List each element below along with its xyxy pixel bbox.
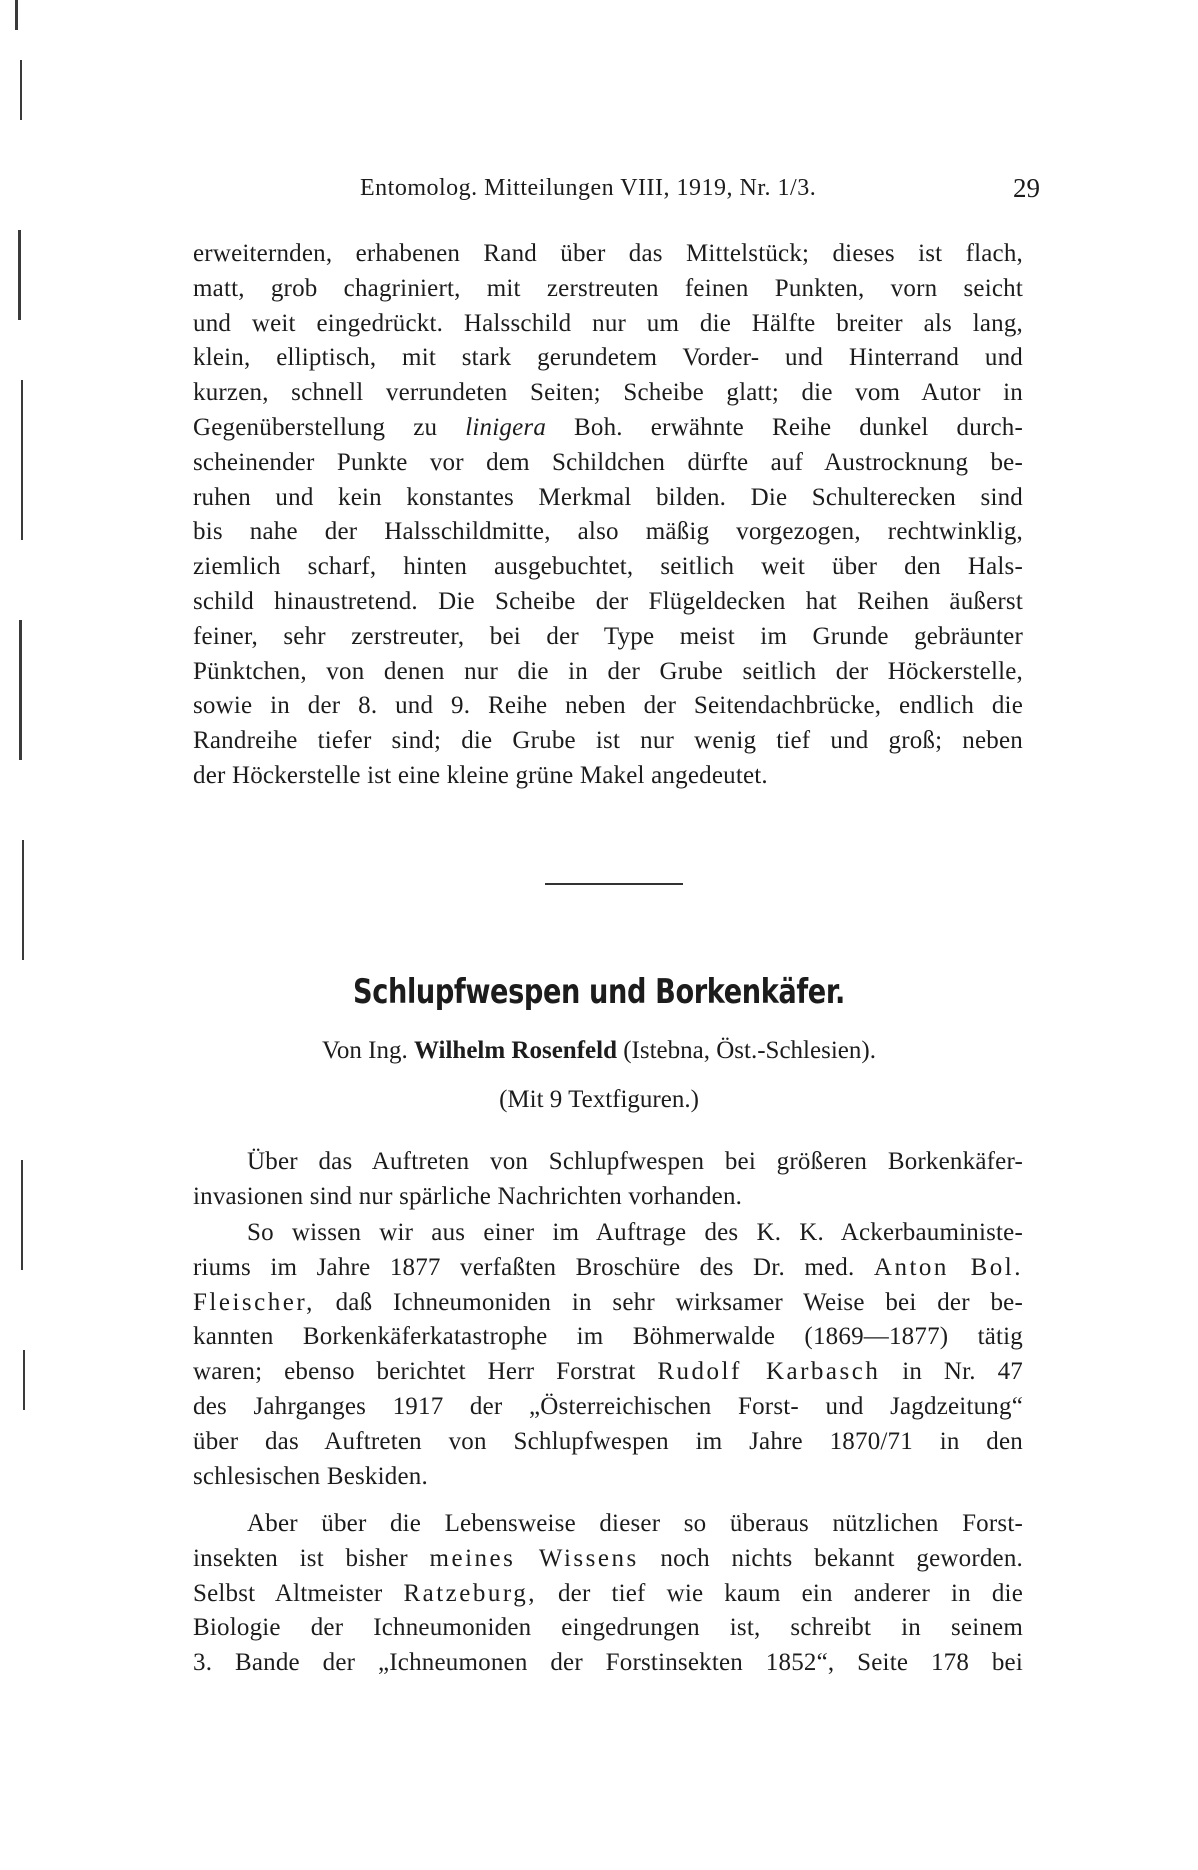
text-line: invasionen sind nur spärliche Nachrichten vorhanden.: [193, 1182, 743, 1210]
text-run: insekten ist bisher: [193, 1544, 430, 1572]
text-line: Pünktchen, von denen nur die in der Grube seitlich der Höckerstelle,: [193, 657, 1023, 685]
text-line: Biologie der Ichneumoniden eingedrungen ist, schreibt in seinem: [193, 1614, 1023, 1642]
text-line: der Höckerstelle ist eine kleine grüne Makel angedeutet.: [193, 761, 768, 789]
author-affiliation: (Istebna, Öst.-Schlesien).: [616, 1037, 876, 1064]
paragraph-biology: [193, 1507, 1023, 1681]
text-line: [193, 1286, 1023, 1321]
text-line: So wissen wir aus einer im Auftrage des K. K. Ackerbauministe-: [247, 1219, 1023, 1246]
text-line: schlesischen Beskiden.: [193, 1462, 428, 1490]
paragraph-history: [193, 1216, 1023, 1494]
author-name: Wilhelm Rosenfeld: [413, 1037, 617, 1064]
emphasized-phrase: meines Wissens: [429, 1544, 639, 1572]
text-line: feiner, sehr zerstreuter, bei der Type meist im Grunde gebräunter: [193, 622, 1023, 650]
continued-paragraph: [193, 237, 1023, 794]
figures-note: (Mit 9 Textfiguren.): [499, 1086, 699, 1113]
text-run: waren; ebenso berichtet Herr Forstrat: [193, 1358, 658, 1386]
text-line: [193, 1577, 1023, 1612]
text-run: daß Ichneumoniden in sehr wirksamer Weise bei der be-: [314, 1288, 1023, 1316]
person-name: Fleischer,: [193, 1288, 315, 1316]
text-line: erweiternden, erhabenen Rand über das Mittelstück; dieses ist flach,: [193, 240, 1023, 267]
text-run: der tief wie kaum ein anderer in die: [536, 1579, 1023, 1607]
person-name: Anton Bol.: [873, 1253, 1024, 1281]
text-line: kannten Borkenkäferkatastrophe im Böhmerwalde (1869—1877) tätig: [193, 1323, 1023, 1351]
text-line: und weit eingedrückt. Halsschild nur um die Hälfte breiter als lang,: [193, 309, 1023, 337]
text-line: [193, 1355, 1023, 1390]
scanned-page-edge: [0, 0, 30, 1870]
text-line: [193, 1542, 1023, 1577]
text-run: Gegenüberstellung zu: [193, 413, 466, 441]
text-line: matt, grob chagriniert, mit zerstreuten feinen Punkten, vorn seicht: [193, 274, 1023, 302]
text-run: Selbst Altmeister: [193, 1579, 404, 1607]
text-run: riums im Jahre 1877 verfaßten Broschüre des Dr. med.: [193, 1253, 874, 1281]
text-line: sowie in der 8. und 9. Reihe neben der Seitendachbrücke, endlich die: [193, 692, 1023, 720]
text-line: schild hinaustretend. Die Scheibe der Flügeldecken hat Reihen äußerst: [193, 587, 1023, 615]
text-line: klein, elliptisch, mit stark gerundetem Vorder- und Hinterrand und: [193, 344, 1023, 372]
text-line: Randreihe tiefer sind; die Grube ist nur wenig tief und groß; neben: [193, 727, 1023, 755]
byline-prefix: Von Ing.: [322, 1037, 414, 1064]
running-head: [360, 170, 1040, 206]
text-line: bis nahe der Halsschildmitte, also mäßig vorgezogen, rechtwinklig,: [193, 518, 1023, 546]
byline: [0, 1033, 1198, 1069]
journal-running-title: Entomolog. Mitteilungen VIII, 1919, Nr. 1/3.: [360, 175, 817, 201]
paragraph-intro: [193, 1145, 1023, 1215]
text-line: ziemlich scharf, hinten ausgebuchtet, seitlich weit über den Hals-: [193, 553, 1023, 581]
text-run: Boh. erwähnte Reihe dunkel durch-: [546, 413, 1023, 441]
text-line: [193, 411, 1023, 446]
text-line: Aber über die Lebensweise dieser so überaus nützlichen Forst-: [247, 1510, 1023, 1537]
text-line: kurzen, schnell verrundeten Seiten; Scheibe glatt; die vom Autor in: [193, 379, 1023, 407]
text-line: scheinender Punkte vor dem Schildchen dürfte auf Austrocknung be-: [193, 448, 1023, 476]
text-run: in Nr. 47: [880, 1358, 1024, 1386]
text-line: ruhen und kein konstantes Merkmal bilden. Die Schulterecken sind: [193, 483, 1023, 511]
text-run: noch nichts bekannt geworden.: [638, 1544, 1023, 1572]
person-name: Rudolf Karbasch: [657, 1358, 881, 1386]
text-line: 3. Bande der „Ichneumonen der Forstinsekten 1852“, Seite 178 bei: [193, 1649, 1023, 1677]
person-name: Ratzeburg,: [403, 1579, 537, 1607]
text-line: Über das Auftreten von Schlupfwespen bei größeren Borkenkäfer-: [247, 1148, 1023, 1175]
text-line: des Jahrganges 1917 der „Österreichischen Forst- und Jagdzeitung“: [193, 1392, 1023, 1420]
text-line: [193, 1251, 1023, 1286]
species-name: linigera: [465, 413, 547, 441]
text-line: über das Auftreten von Schlupfwespen im Jahre 1870/71 in den: [193, 1427, 1023, 1455]
page-number: 29: [1013, 173, 1040, 203]
article-title: Schlupfwespen und Borkenkäfer.: [353, 972, 845, 1012]
section-divider: [545, 883, 683, 885]
